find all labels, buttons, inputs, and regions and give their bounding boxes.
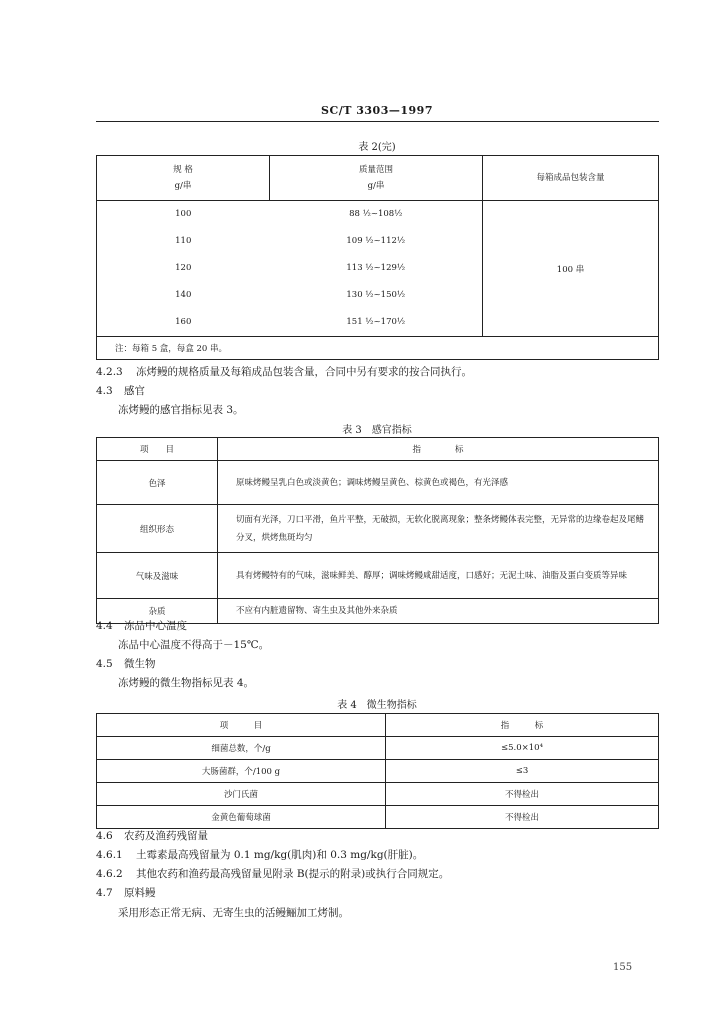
section-number: 4.6.1 <box>96 849 123 861</box>
table-row <box>97 806 659 829</box>
section-number: 4.6.2 <box>96 868 123 880</box>
table4-header-row <box>97 714 659 737</box>
table3-index-cell: 切面有光泽，刀口平滑，鱼片平整，无破损，无软化脱离现象；整条烤鳗体表完整，无异常的边缘卷起及尾鳍分叉，烘烤焦斑均匀 <box>218 505 659 553</box>
table-row <box>97 737 659 760</box>
table4-index-cell: ≤5.0×10⁴ <box>386 737 659 760</box>
table2-range-cell: 113 ½~129½ <box>346 263 406 273</box>
table2-header-range <box>270 156 483 201</box>
section-number: 4.3 <box>96 385 113 397</box>
table3-index-cell: 不应有内脏遗留物、寄生虫及其他外来杂质 <box>218 599 659 624</box>
table2-spec-cell: 110 <box>175 236 192 246</box>
header-rule <box>96 121 659 122</box>
table3-caption: 表 3 感官指标 <box>342 425 412 436</box>
section-number: 4.7 <box>96 887 113 899</box>
section-title: 原料鳗 <box>124 887 156 899</box>
table2-range-cell: 151 ½~170½ <box>346 317 406 327</box>
table2-spec-cell: 120 <box>175 263 192 273</box>
table2-spec-cell: 140 <box>175 290 192 300</box>
table3-index-cell: 原味烤鳗呈乳白色或淡黄色；调味烤鳗呈黄色、棕黄色或褐色，有光泽感 <box>218 461 659 505</box>
table3-item-cell: 色泽 <box>97 461 218 505</box>
table3-item-cell: 组织形态 <box>97 505 218 553</box>
section-text: 其他农药和渔药最高残留量见附录 B(提示的附录)或执行合同规定。 <box>136 868 450 880</box>
table2-spec-weight <box>96 155 659 360</box>
section-title: 农药及渔药残留量 <box>124 830 208 842</box>
table2-spec-cell: 160 <box>175 317 192 327</box>
table4-index-cell: ≤3 <box>386 760 659 783</box>
table2-package-cell: 100 串 <box>483 201 659 337</box>
table4-item-cell: 沙门氏菌 <box>97 783 386 806</box>
section-4-6-1 <box>96 847 423 862</box>
table2-note: 注：每箱 5 盒，每盒 20 串。 <box>97 337 659 360</box>
table4-microbiology <box>96 713 659 829</box>
table2-range-cell: 130 ½~150½ <box>346 290 406 300</box>
table4-index-cell: 不得检出 <box>386 783 659 806</box>
table2-spec-column <box>97 201 270 337</box>
table2-header-spec-unit: g/串 <box>174 181 192 191</box>
section-4-2-3 <box>96 364 472 379</box>
table2-header-spec-label: 规 格 <box>173 165 193 175</box>
table4-header-index: 指 标 <box>386 714 659 737</box>
section-4-6-2 <box>96 866 449 881</box>
table4-caption: 表 4 微生物指标 <box>337 700 417 711</box>
section-number: 4.5 <box>96 658 113 670</box>
section-4-3-heading <box>96 383 145 398</box>
section-number: 4.4 <box>96 620 113 632</box>
table3-sensory <box>96 437 659 624</box>
section-number: 4.2.3 <box>96 366 123 378</box>
table4-item-cell: 金黄色葡萄球菌 <box>97 806 386 829</box>
table2-note-row <box>97 337 659 360</box>
section-title: 冻品中心温度 <box>124 620 187 632</box>
section-4-7-heading <box>96 885 156 900</box>
table2-body <box>97 201 659 337</box>
table2-header-row <box>97 156 659 201</box>
table4-item-cell: 细菌总数，个/g <box>97 737 386 760</box>
section-4-7-body: 采用形态正常无病、无寄生虫的活鳗鲡加工烤制。 <box>118 907 349 919</box>
page-number: 155 <box>613 962 633 973</box>
table4-item-cell: 大肠菌群，个/100 g <box>97 760 386 783</box>
section-4-5-body: 冻烤鳗的微生物指标见表 4。 <box>118 677 255 689</box>
section-title: 微生物 <box>124 658 156 670</box>
table2-range-cell: 88 ½~108½ <box>349 209 403 219</box>
table4-header-item: 项 目 <box>97 714 386 737</box>
table-row <box>97 553 659 599</box>
table3-index-cell: 具有烤鳗特有的气味，滋味鲜美、醇厚；调味烤鳗咸甜适度，口感好；无泥土味、油脂及蛋白变质等异味 <box>218 553 659 599</box>
table2-range-cell: 109 ½~112½ <box>346 236 406 246</box>
table2-header-package: 每箱成品包装含量 <box>483 156 659 201</box>
table2-header-spec <box>97 156 270 201</box>
section-number: 4.6 <box>96 830 113 842</box>
table3-item-cell: 气味及滋味 <box>97 553 218 599</box>
table2-spec-cell: 100 <box>175 209 192 219</box>
table4-index-cell: 不得检出 <box>386 806 659 829</box>
table3-item-cell: 杂质 <box>97 599 218 624</box>
section-4-4-heading <box>96 618 187 633</box>
table2-header-range-unit: g/串 <box>367 181 385 191</box>
section-4-6-heading <box>96 828 208 843</box>
section-4-5-heading <box>96 656 156 671</box>
table2-range-column <box>270 201 483 337</box>
table2-caption: 表 2(完) <box>358 142 396 153</box>
section-text: 冻烤鳗的规格质量及每箱成品包装含量，合同中另有要求的按合同执行。 <box>136 366 472 378</box>
section-text: 土霉素最高残留量为 0.1 mg/kg(肌肉)和 0.3 mg/kg(肝脏)。 <box>136 849 424 861</box>
table-row <box>97 505 659 553</box>
section-title: 感官 <box>124 385 145 397</box>
table-row <box>97 760 659 783</box>
table3-header-row <box>97 438 659 461</box>
table-row <box>97 461 659 505</box>
page-header-standard-number: SC/T 3303—1997 <box>321 104 433 117</box>
table2-header-range-label: 质量范围 <box>358 165 393 175</box>
table3-header-item: 项 目 <box>97 438 218 461</box>
section-4-4-body: 冻品中心温度不得高于－15℃。 <box>118 639 270 651</box>
table-row <box>97 783 659 806</box>
section-4-3-body: 冻烤鳗的感官指标见表 3。 <box>118 404 244 416</box>
table3-header-index: 指 标 <box>218 438 659 461</box>
